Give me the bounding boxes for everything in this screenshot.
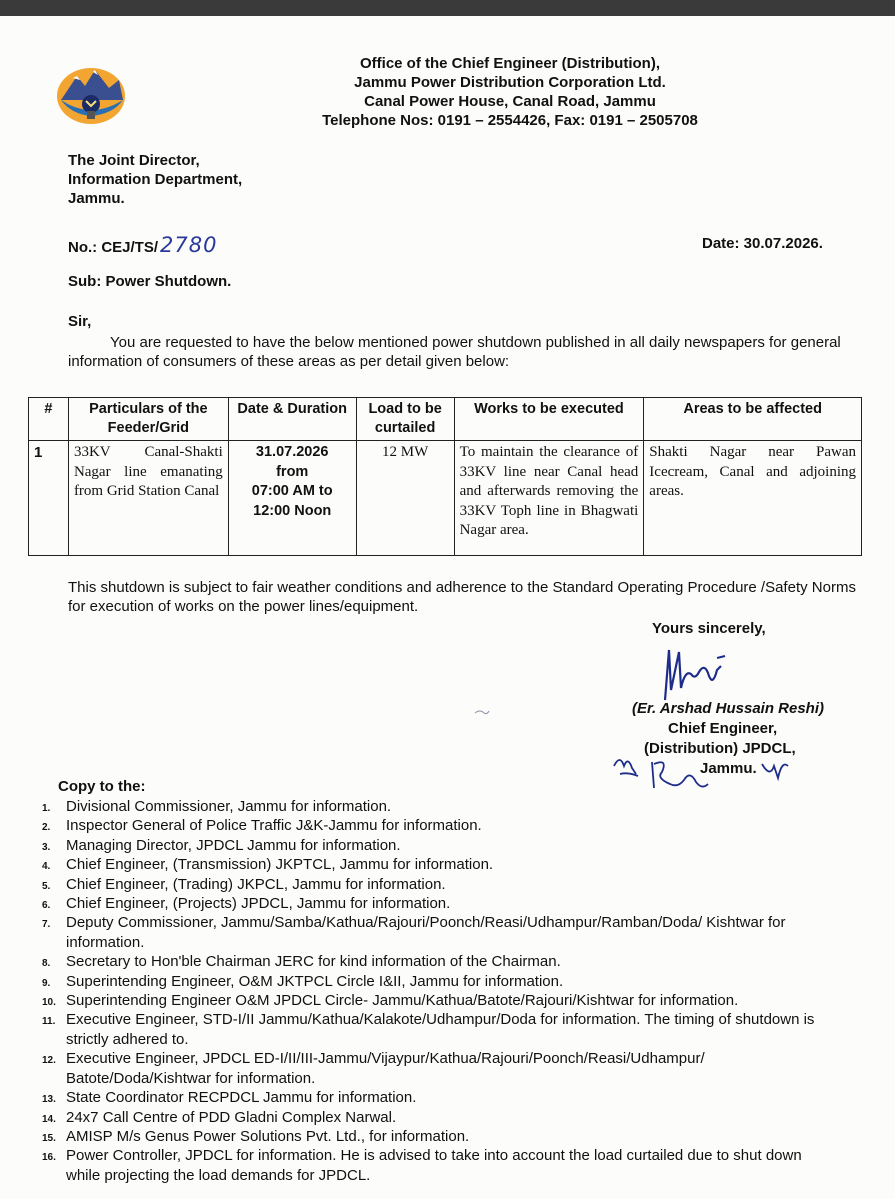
column-header-works: Works to be executed [454,398,644,441]
copy-to-list [24,797,834,1185]
list-item [24,972,834,991]
letterhead-phone: Telephone Nos: 0191 – 2554426, Fax: 0191 – 2505708 [322,112,698,129]
handwritten-reference-number: 2780 [160,233,218,257]
list-item-text: Superintending Engineer, O&M JKTPCL Circle I&II, Jammu for information. [66,972,564,990]
table-row [29,441,862,556]
column-header-date-duration: Date & Duration [228,398,356,441]
list-item-text: Inspector General of Police Traffic J&K-Jammu for information. [66,817,482,835]
list-item-text: Secretary to Hon'ble Chairman JERC for kind information of the Chairman. [66,953,561,971]
letterhead-company: Jammu Power Distribution Corporation Ltd. [354,74,666,91]
signature-image [655,640,765,704]
list-item [24,1010,834,1049]
list-item-number: 4. [42,861,51,873]
reference-prefix: No.: CEJ/TS/ [68,239,159,256]
works-description: To maintain the clearance of 33KV line near Canal head and afterwards removing the 33KV Toph line in Bhagwati Nagar area. [454,441,644,556]
duration-start: 07:00 AM to [251,483,333,499]
duration-from: from [276,463,309,480]
list-item-number: 6. [42,900,51,912]
list-item-text: Chief Engineer, (Projects) JPDCL, Jammu for information. [66,895,451,913]
conditions-paragraph [68,578,868,616]
list-item-text: Chief Engineer, (Trading) JKPCL, Jammu for information. [66,875,446,893]
list-item [24,1088,834,1107]
subject-line: Sub: Power Shutdown. [68,273,232,290]
closing-phrase: Yours sincerely, [652,620,766,637]
list-item-number: 10. [42,997,56,1009]
list-item-number: 9. [42,977,51,989]
list-item [24,1146,834,1185]
signatory-name: (Er. Arshad Hussain Reshi) [632,700,824,717]
addressee-line-2: Information Department, [68,171,243,188]
list-item [24,952,834,971]
letterhead-address: Canal Power House, Canal Road, Jammu [364,93,656,110]
list-item-text: Executive Engineer, STD-I/II Jammu/Kathua/Kalakote/Udhampur/Doda for information. The timing of shutdown is strictly adhered to. [66,1011,815,1048]
list-item-number: 8. [42,958,51,970]
shutdown-schedule-table [28,397,862,556]
stray-mark-icon [474,708,490,716]
list-item [24,894,834,913]
row-number: 1 [29,441,69,556]
list-item [24,991,834,1010]
load-curtailed: 12 MW [356,441,454,556]
list-item-text: AMISP M/s Genus Power Solutions Pvt. Ltd., for information. [66,1127,470,1145]
list-item-number: 5. [42,880,51,892]
column-header-number: # [29,398,69,441]
feeder-particulars: 33KV Canal-Shakti Nagar line emanating from Grid Station Canal [68,441,228,556]
letterhead-office: Office of the Chief Engineer (Distribution), [360,55,660,72]
list-item [24,797,834,816]
signatory-designation: Chief Engineer, [668,720,778,737]
list-item-text: 24x7 Call Centre of PDD Gladni Complex Narwal. [66,1108,397,1126]
shutdown-date: 31.07.2026 [255,444,329,460]
list-item-number: 11. [42,1016,56,1028]
signatory-place: Jammu. [700,760,757,777]
list-item [24,816,834,835]
list-item-text: Deputy Commissioner, Jammu/Samba/Kathua/Rajouri/Poonch/Reasi/Udhampur/Ramban/Doda/ Kishtwar for information. [66,914,786,951]
conditions-text: This shutdown is subject to fair weather conditions and adherence to the Standard Operating Procedure /Safety Norms for execution of works on the power lines/equipment. [68,579,856,615]
list-item-number: 13. [42,1094,56,1106]
list-item-text: Divisional Commissioner, Jammu for information. [66,798,392,815]
column-header-load: Load to be curtailed [356,398,454,441]
table-header-row [29,398,862,441]
letter-date: Date: 30.07.2026. [702,235,823,252]
column-header-feeder: Particulars of the Feeder/Grid [68,398,228,441]
list-item-number: 1. [42,803,51,814]
list-item-number: 14. [42,1113,56,1125]
list-item-text: Executive Engineer, JPDCL ED-I/II/III-Jammu/Vijaypur/Kathua/Rajouri/Poonch/Reasi/Udhampur/ Batote/Doda/Kishtwar for information. [66,1050,705,1087]
list-item-number: 3. [42,841,51,853]
addressee-line-1: The Joint Director, [68,152,200,169]
handwritten-initials-icon [612,744,792,796]
jpdcl-logo-icon [53,58,129,128]
column-header-areas: Areas to be affected [644,398,862,441]
list-item [24,1127,834,1146]
list-item-text: State Coordinator RECPDCL Jammu for information. [66,1089,417,1107]
top-border-band [0,0,895,16]
list-item [24,1108,834,1127]
list-item-text: Managing Director, JPDCL Jammu for information. [66,836,401,854]
addressee-block [68,151,242,208]
list-item [24,1049,834,1088]
list-item-number: 7. [42,919,51,931]
signatory-division: (Distribution) JPDCL, [644,740,796,757]
list-item-number: 16. [42,1152,56,1164]
list-item-number: 15. [42,1132,56,1144]
list-item [24,855,834,874]
list-item-number: 2. [42,822,51,834]
list-item-text: Superintending Engineer O&M JPDCL Circle- Jammu/Kathua/Batote/Rajouri/Kishtwar for information. [66,992,739,1010]
addressee-line-3: Jammu. [68,190,125,207]
list-item-text: Power Controller, JPDCL for information. He is advised to take into account the load curtailed due to shut down while projecting the load demands for JPDCL. [66,1147,802,1184]
list-item [24,836,834,855]
list-item-number: 12. [42,1055,56,1067]
office-letterhead [300,54,720,130]
list-item [24,875,834,894]
list-item [24,913,834,952]
date-duration-cell [228,441,356,556]
reference-number [68,233,217,257]
salutation: Sir, [68,313,92,330]
list-item-text: Chief Engineer, (Transmission) JKPTCL, Jammu for information. [66,856,494,874]
duration-end: 12:00 Noon [253,502,332,519]
copy-to-heading: Copy to the: [58,778,146,795]
intro-paragraph: You are requested to have the below mentioned power shutdown published in all daily newspapers for general information of consumers of these areas as per detail given below: [68,334,841,370]
affected-areas: Shakti Nagar near Pawan Icecream, Canal and adjoining areas. [644,441,862,556]
